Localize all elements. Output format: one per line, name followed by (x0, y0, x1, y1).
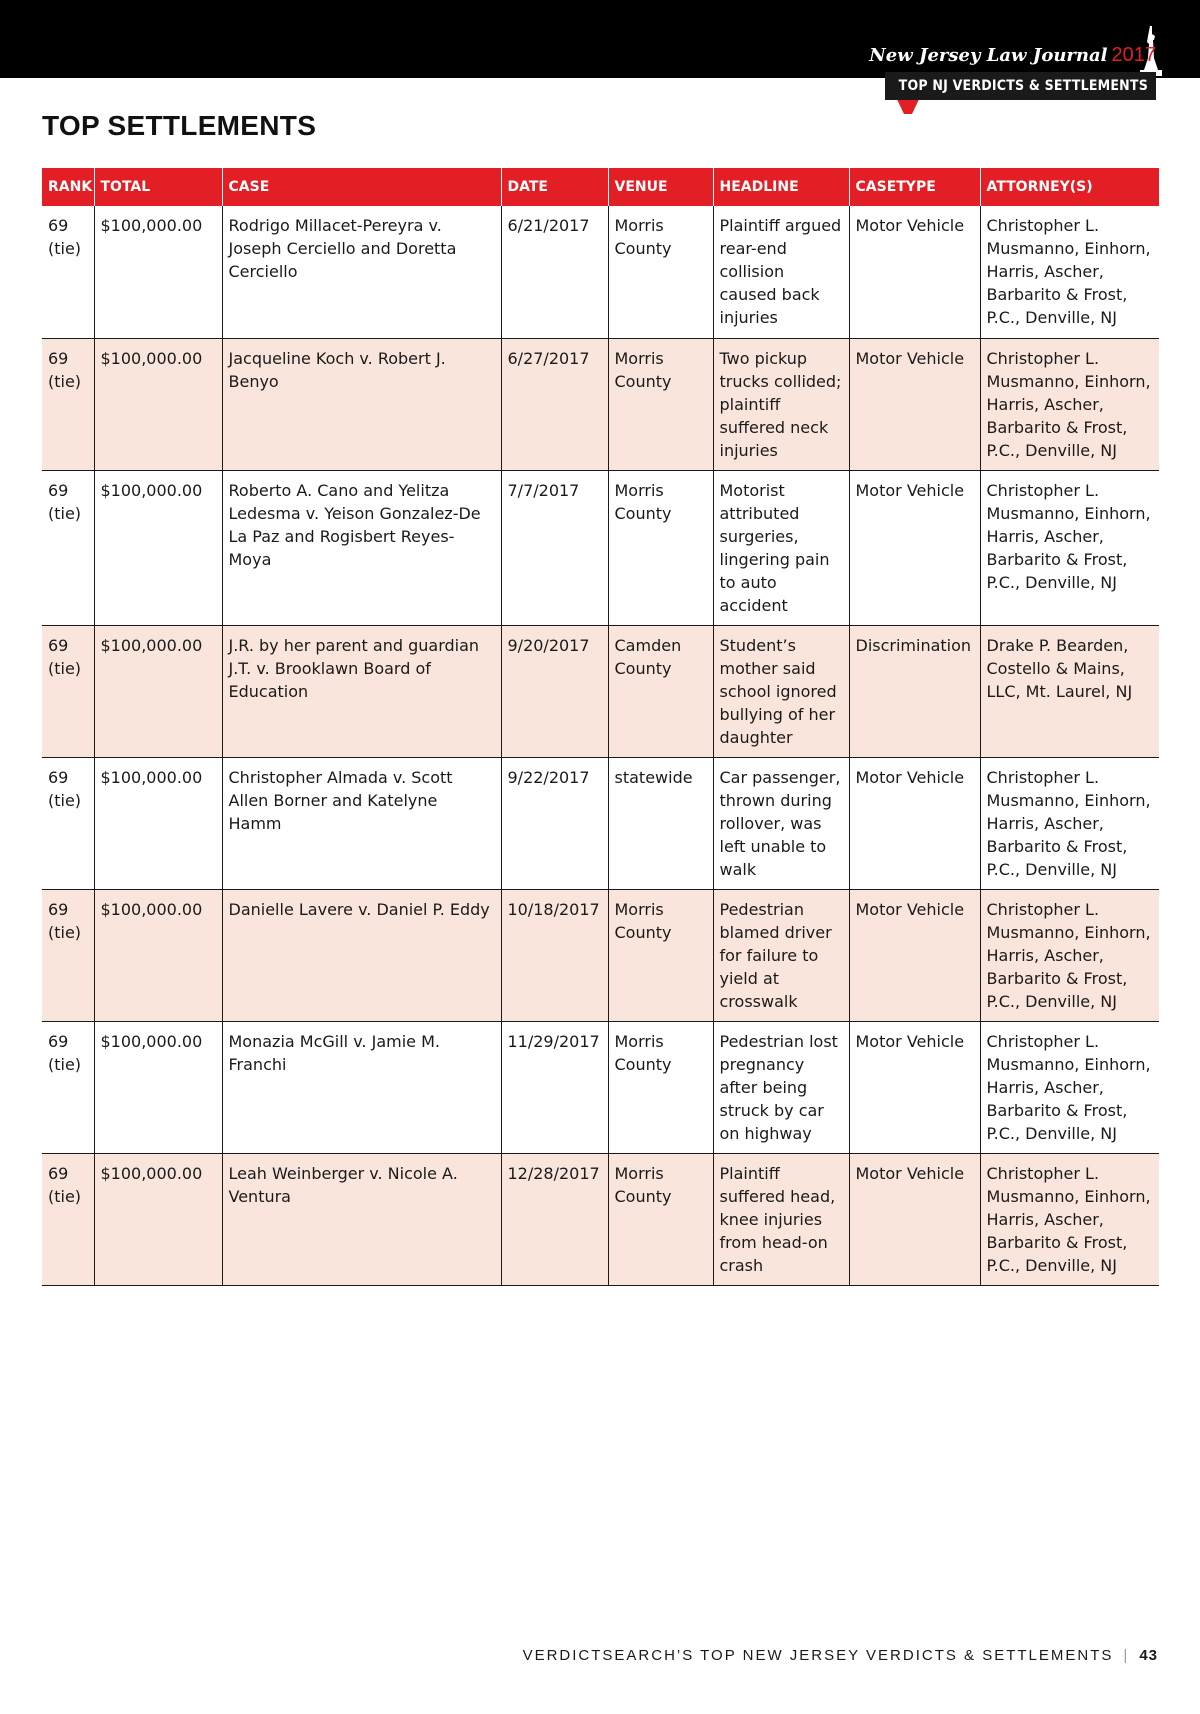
casetype-cell: Motor Vehicle (849, 206, 980, 338)
total-cell: $100,000.00 (94, 206, 222, 338)
page-title: TOP SETTLEMENTS (42, 110, 317, 141)
rank-cell: 69 (tie) (42, 206, 94, 338)
case-cell: Rodrigo Millacet-Pereyra v. Joseph Cerciello and Doretta Cerciello (222, 206, 501, 338)
column-header-date: DATE (501, 168, 608, 206)
footer-separator: | (1123, 1647, 1130, 1664)
venue-cell: Camden County (608, 625, 713, 757)
column-header-case: CASE (222, 168, 501, 206)
casetype-cell: Motor Vehicle (849, 757, 980, 889)
table-header-row (42, 168, 1159, 206)
total-cell: $100,000.00 (94, 1153, 222, 1285)
case-cell: Christopher Almada v. Scott Allen Borner and Katelyne Hamm (222, 757, 501, 889)
attorneys-cell: Christopher L. Musmanno, Einhorn, Harris, Ascher, Barbarito & Frost, P.C., Denville, NJ (980, 338, 1159, 470)
masthead-bar (0, 0, 1200, 94)
attorneys-cell: Christopher L. Musmanno, Einhorn, Harris, Ascher, Barbarito & Frost, P.C., Denville, NJ (980, 889, 1159, 1021)
attorneys-cell: Christopher L. Musmanno, Einhorn, Harris, Ascher, Barbarito & Frost, P.C., Denville, NJ (980, 1153, 1159, 1285)
rank-cell: 69 (tie) (42, 470, 94, 625)
table-row (42, 625, 1159, 757)
venue-cell: Morris County (608, 338, 713, 470)
venue-cell: Morris County (608, 889, 713, 1021)
date-cell: 6/21/2017 (501, 206, 608, 338)
case-cell: Roberto A. Cano and Yelitza Ledesma v. Yeison Gonzalez-De La Paz and Rogisbert Reyes-Moya (222, 470, 501, 625)
publication-year: 2017 (1111, 44, 1156, 66)
page-footer (523, 1647, 1158, 1664)
rank-cell: 69 (tie) (42, 1153, 94, 1285)
casetype-cell: Motor Vehicle (849, 1153, 980, 1285)
venue-cell: statewide (608, 757, 713, 889)
rank-cell: 69 (tie) (42, 889, 94, 1021)
column-header-headline: HEADLINE (713, 168, 849, 206)
settlements-table (42, 168, 1159, 1286)
column-header-total: TOTAL (94, 168, 222, 206)
venue-cell: Morris County (608, 470, 713, 625)
case-cell: J.R. by her parent and guardian J.T. v. Brooklawn Board of Education (222, 625, 501, 757)
casetype-cell: Motor Vehicle (849, 338, 980, 470)
table-row (42, 1021, 1159, 1153)
headline-cell: Plaintiff argued rear-end collision caused back injuries (713, 206, 849, 338)
table-row (42, 206, 1159, 338)
column-header-rank: RANK (42, 168, 94, 206)
total-cell: $100,000.00 (94, 470, 222, 625)
total-cell: $100,000.00 (94, 889, 222, 1021)
column-header-attorneys: ATTORNEY(S) (980, 168, 1159, 206)
headline-cell: Two pickup trucks collided; plaintiff suffered neck injuries (713, 338, 849, 470)
date-cell: 11/29/2017 (501, 1021, 608, 1153)
headline-cell: Plaintiff suffered head, knee injuries from head-on crash (713, 1153, 849, 1285)
date-cell: 6/27/2017 (501, 338, 608, 470)
column-header-venue: VENUE (608, 168, 713, 206)
case-cell: Danielle Lavere v. Daniel P. Eddy (222, 889, 501, 1021)
casetype-cell: Motor Vehicle (849, 470, 980, 625)
headline-cell: Student’s mother said school ignored bullying of her daughter (713, 625, 849, 757)
case-cell: Leah Weinberger v. Nicole A. Ventura (222, 1153, 501, 1285)
attorneys-cell: Christopher L. Musmanno, Einhorn, Harris, Ascher, Barbarito & Frost, P.C., Denville, NJ (980, 1021, 1159, 1153)
attorneys-cell: Drake P. Bearden, Costello & Mains, LLC, Mt. Laurel, NJ (980, 625, 1159, 757)
date-cell: 12/28/2017 (501, 1153, 608, 1285)
rank-cell: 69 (tie) (42, 757, 94, 889)
table-row (42, 757, 1159, 889)
casetype-cell: Motor Vehicle (849, 889, 980, 1021)
footer-text: VERDICTSEARCH’S TOP NEW JERSEY VERDICTS & SETTLEMENTS (522, 1647, 1114, 1664)
case-cell: Jacqueline Koch v. Robert J. Benyo (222, 338, 501, 470)
date-cell: 10/18/2017 (501, 889, 608, 1021)
publication-title (869, 44, 1156, 67)
rank-cell: 69 (tie) (42, 1021, 94, 1153)
table-row (42, 889, 1159, 1021)
headline-cell: Pedestrian blamed driver for failure to yield at crosswalk (713, 889, 849, 1021)
casetype-cell: Motor Vehicle (849, 1021, 980, 1153)
total-cell: $100,000.00 (94, 338, 222, 470)
headline-cell: Car passenger, thrown during rollover, was left unable to walk (713, 757, 849, 889)
attorneys-cell: Christopher L. Musmanno, Einhorn, Harris, Ascher, Barbarito & Frost, P.C., Denville, NJ (980, 470, 1159, 625)
rank-cell: 69 (tie) (42, 625, 94, 757)
headline-cell: Motorist attributed surgeries, lingering pain to auto accident (713, 470, 849, 625)
venue-cell: Morris County (608, 206, 713, 338)
attorneys-cell: Christopher L. Musmanno, Einhorn, Harris, Ascher, Barbarito & Frost, P.C., Denville, NJ (980, 757, 1159, 889)
total-cell: $100,000.00 (94, 1021, 222, 1153)
table-row (42, 338, 1159, 470)
date-cell: 9/22/2017 (501, 757, 608, 889)
attorneys-cell: Christopher L. Musmanno, Einhorn, Harris, Ascher, Barbarito & Frost, P.C., Denville, NJ (980, 206, 1159, 338)
venue-cell: Morris County (608, 1153, 713, 1285)
total-cell: $100,000.00 (94, 757, 222, 889)
date-cell: 7/7/2017 (501, 470, 608, 625)
headline-cell: Pedestrian lost pregnancy after being struck by car on highway (713, 1021, 849, 1153)
table-row (42, 470, 1159, 625)
column-header-casetype: CASETYPE (849, 168, 980, 206)
venue-cell: Morris County (608, 1021, 713, 1153)
casetype-cell: Discrimination (849, 625, 980, 757)
publication-subtitle: TOP NJ VERDICTS & SETTLEMENTS (885, 72, 1156, 100)
case-cell: Monazia McGill v. Jamie M. Franchi (222, 1021, 501, 1153)
publication-name: New Jersey Law Journal (869, 45, 1108, 66)
table-row (42, 1153, 1159, 1285)
page-number: 43 (1139, 1647, 1158, 1664)
rank-cell: 69 (tie) (42, 338, 94, 470)
date-cell: 9/20/2017 (501, 625, 608, 757)
total-cell: $100,000.00 (94, 625, 222, 757)
